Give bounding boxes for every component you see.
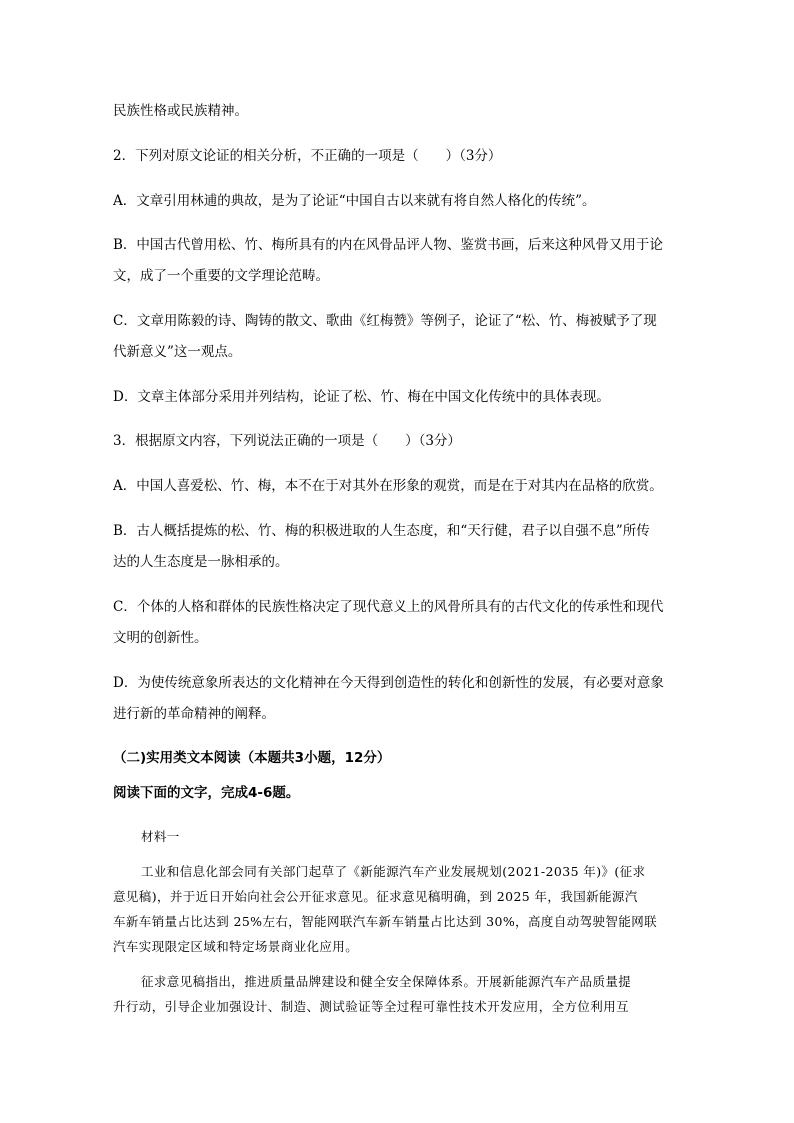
material-text-line: 车新车销量占比达到 25%左右，智能网联汽车新车销量占比达到 30%，高度自动驾驶智能网联 [113,914,658,929]
material-text-line: 征求意见稿指出，推进质量品牌建设和健全安全保障体系。开展新能源汽车产品质量提 [141,974,632,989]
question-3: 3．根据原文内容，下列说法正确的一项是（ ）（3分） [113,433,461,449]
material-text-line: 意见稿)，并于近日开始向社会公开征求意见。征求意见稿明确，到 2025 年，我国新能源汽 [113,889,638,904]
text-line: 民族性格或民族精神。 [113,103,248,119]
section-heading: （二)实用类文本阅读（本题共3小题，12分） [113,750,391,766]
material-text-line: 升行动，引导企业加强设计、制造、测试验证等全过程可靠性技术开发应用，全方位利用互 [113,999,630,1014]
option-2b-cont: 文，成了一个重要的文学理论范畴。 [113,268,329,284]
option-3c-cont: 文明的创新性。 [113,630,208,646]
option-3d-cont: 进行新的革命精神的阐释。 [113,706,275,722]
option-3a: A．中国人喜爱松、竹、梅，本不在于对其外在形象的观赏，而是在于对其内在品格的欣赏。 [113,478,663,494]
option-3c: C．个体的人格和群体的民族性格决定了现代意义上的风骨所具有的古代文化的传承性和现代 [113,599,664,615]
option-2c-cont: 代新意义”这一观点。 [113,344,242,360]
option-3b: B．古人概括提炼的松、竹、梅的积极进取的人生态度，和“天行健，君子以自强不息”所传 [113,523,650,539]
material-text-line: 汽车实现限定区域和特定场景商业化应用。 [113,939,359,954]
reading-instruction: 阅读下面的文字，完成4-6题。 [113,785,300,801]
option-2b: B．中国古代曾用松、竹、梅所具有的内在风骨品评人物、鉴赏书画，后来这种风骨又用于论 [113,237,663,253]
question-2: 2．下列对原文论证的相关分析，不正确的一项是（ ）（3分） [113,148,502,164]
material-label: 材料一 [141,829,180,844]
option-2c: C．文章用陈毅的诗、陶铸的散文、歌曲《红梅赞》等例子，论证了“松、竹、梅被赋予了现 [113,313,657,329]
material-text-line: 工业和信息化部会同有关部门起草了《新能源汽车产业发展规划(2021-2035 年)》(征求 [141,864,646,879]
option-3d: D．为使传统意象所表达的文化精神在今天得到创造性的转化和创新性的发展，有必要对意象 [113,675,664,691]
option-2a: A．文章引用林逋的典故，是为了论证“中国自古以来就有将自然人格化的传统”。 [113,193,596,209]
option-3b-cont: 达的人生态度是一脉相承的。 [113,554,289,570]
option-2d: D．文章主体部分采用并列结构，论证了松、竹、梅在中国文化传统中的具体表现。 [113,389,610,405]
